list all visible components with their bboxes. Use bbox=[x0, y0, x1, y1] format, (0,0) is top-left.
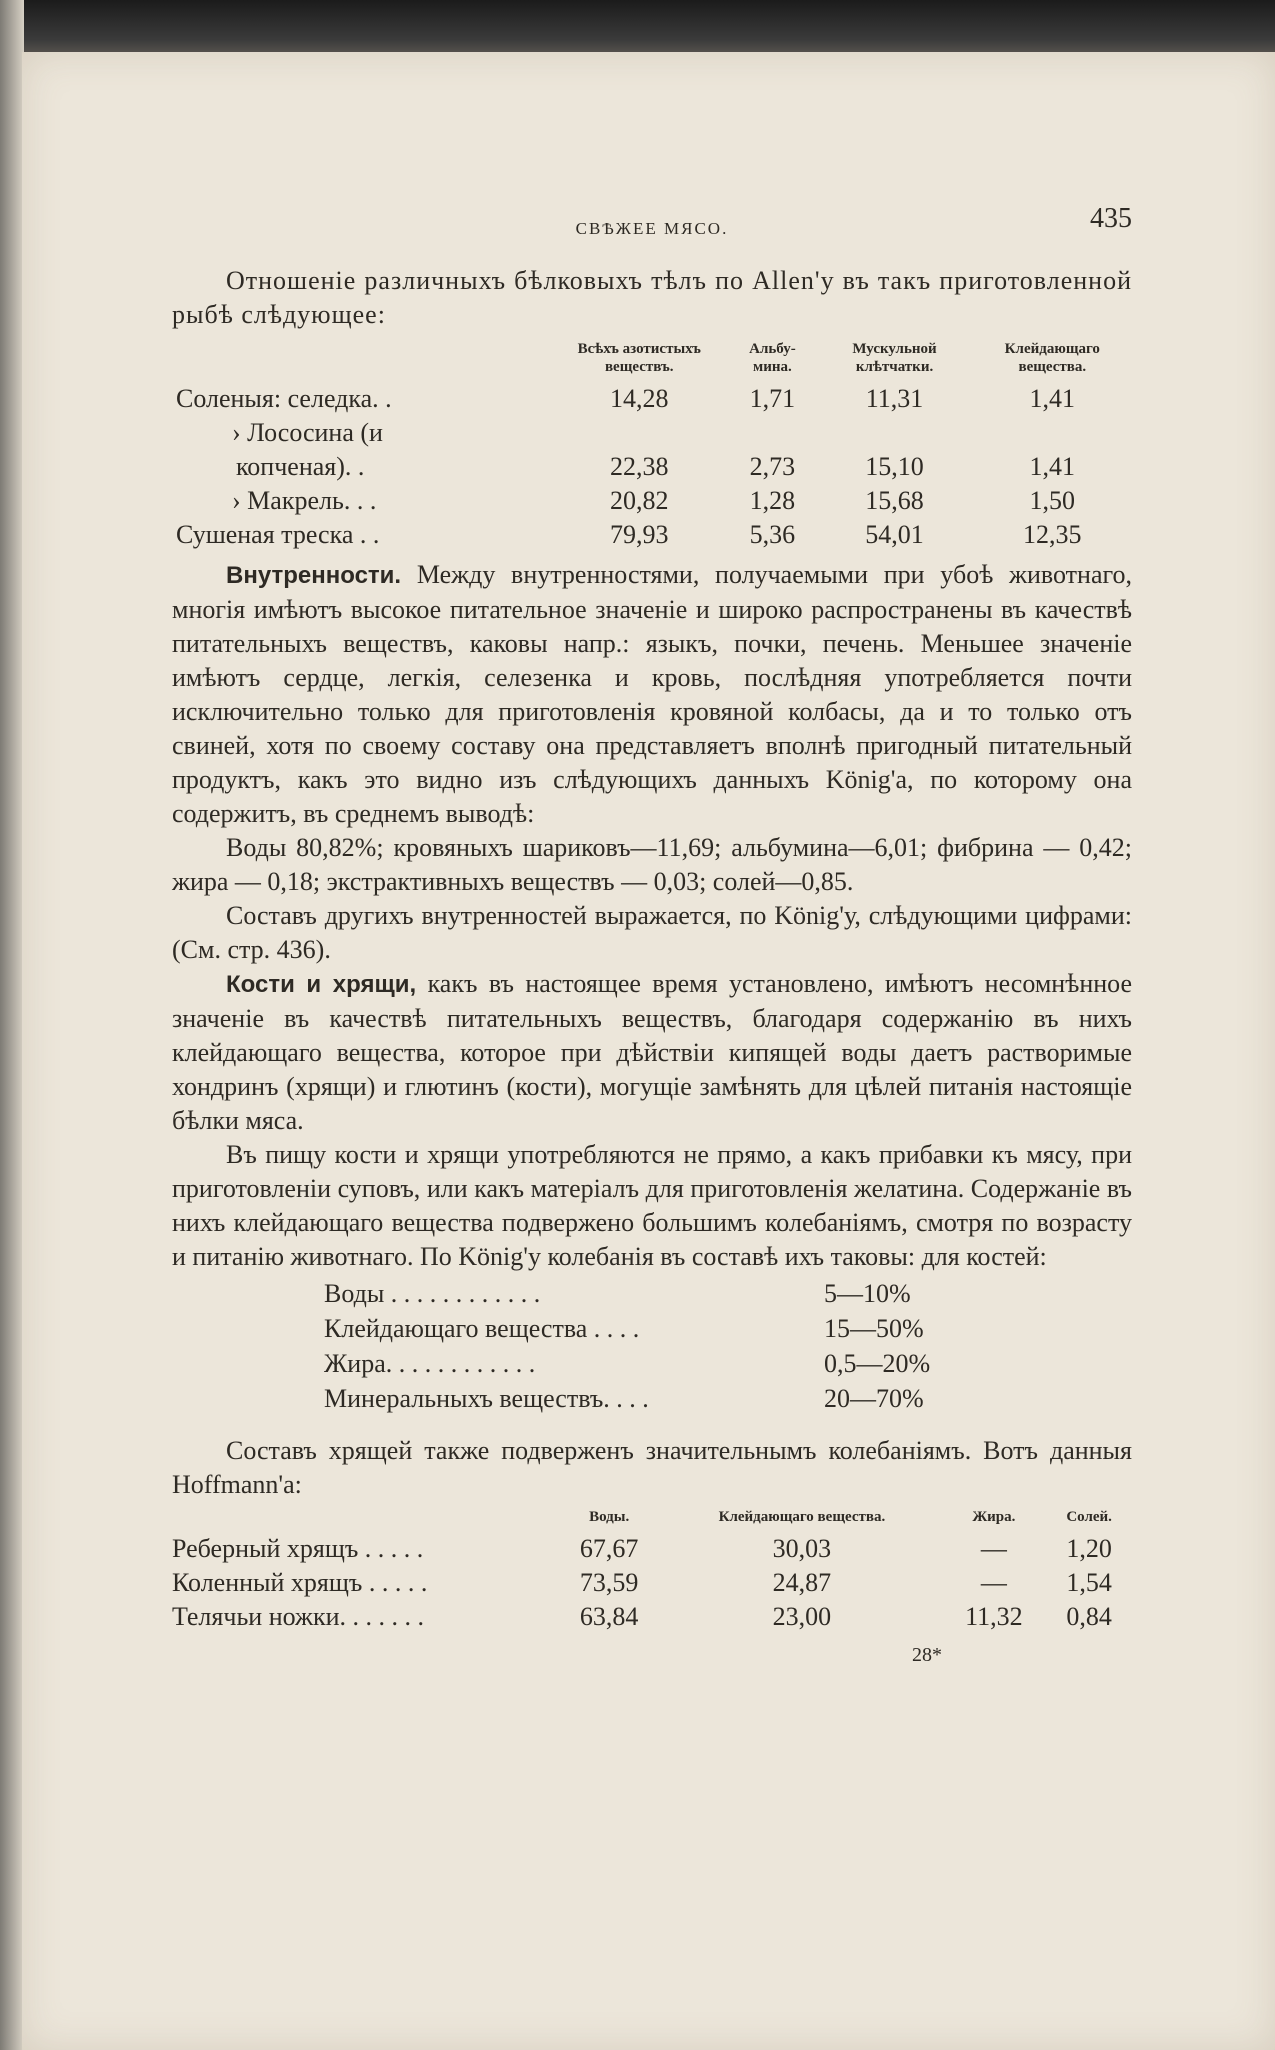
cell-value: 2,73 bbox=[749, 452, 796, 481]
list-item-value: 0,5—20% bbox=[824, 1349, 931, 1378]
row-label: Телячьи ножки. . . . . . . bbox=[172, 1602, 424, 1631]
cell-value: 1,71 bbox=[749, 384, 796, 413]
cell-value: 73,59 bbox=[579, 1568, 639, 1597]
cell-value: 22,38 bbox=[609, 452, 669, 481]
running-head: СВѢЖЕЕ МЯСО. bbox=[575, 219, 729, 238]
row-label: Реберный хрящъ . . . . . bbox=[172, 1534, 424, 1563]
list-item-name: Жира. . . . . . . . . . . . bbox=[324, 1349, 536, 1378]
cell-value: 1,28 bbox=[749, 486, 796, 515]
bones-usage-paragraph: Въ пищу кости и хрящи употребляются не прямо, а какъ прибавки къ мясу, при приготовленіи суповъ, или какъ матеріалъ для приготовленія желатина. Содержаніе въ нихъ клейдающаго вещества подвержено большимъ колебаніямъ, смотря по возрасту и питанію животнаго. По König'у колебанія въ составѣ ихъ таковы: для костей: bbox=[172, 1140, 1132, 1271]
book-page bbox=[22, 52, 1275, 2050]
cell-value: 23,00 bbox=[772, 1602, 832, 1631]
cartilage-table bbox=[172, 1506, 1132, 1634]
bones-text: какъ въ настоящее время установлено, имѣютъ несомнѣнное значеніе въ качествѣ питательныхъ веществъ, благодаря содержанію въ нихъ клейдающаго вещества, которое при дѣйствіи кипящей воды даетъ растворимые хондринъ (хрящи) и глютинъ (кости), могущіе замѣнять для цѣлей питанія настоящіе бѣлки мяса. bbox=[172, 969, 1133, 1135]
table-row bbox=[172, 1532, 1132, 1566]
cell-value: 79,93 bbox=[609, 520, 669, 549]
bone-composition-list bbox=[324, 1276, 1004, 1416]
row-label: › Макрель. . . bbox=[232, 486, 377, 515]
list-item-value: 15—50% bbox=[824, 1314, 924, 1343]
list-item bbox=[324, 1311, 1004, 1346]
list-item-name: Воды . . . . . . . . . . . . bbox=[324, 1279, 541, 1308]
table-row bbox=[172, 450, 1132, 484]
cell-value: 5,36 bbox=[749, 520, 796, 549]
cell-value bbox=[728, 416, 816, 450]
cell-value: 63,84 bbox=[579, 1602, 639, 1631]
cell-value bbox=[550, 416, 728, 450]
cell-value: — bbox=[980, 1568, 1007, 1597]
table-row bbox=[172, 416, 1132, 450]
cell-value: 20,82 bbox=[609, 486, 669, 515]
column-header: Всѣхъ азотистыхъ веществъ. bbox=[577, 341, 701, 375]
column-header: Клейдающаго вещества. bbox=[718, 1509, 886, 1525]
fish-protein-table bbox=[172, 338, 1132, 552]
other-innards-paragraph: Составъ другихъ внутренностей выражается, по König'у, слѣдующими цифрами: (См. стр. 436). bbox=[172, 901, 1132, 964]
cell-value: 14,28 bbox=[609, 384, 669, 413]
column-header: Воды. bbox=[589, 1509, 630, 1525]
page-header bbox=[172, 202, 1132, 246]
table-row bbox=[172, 382, 1132, 416]
cell-value: 1,50 bbox=[1029, 486, 1076, 515]
row-label: Коленный хрящъ . . . . . bbox=[172, 1568, 428, 1597]
list-item-value: 20—70% bbox=[824, 1384, 924, 1413]
table-row bbox=[172, 518, 1132, 552]
column-header: Альбу- мина. bbox=[749, 341, 796, 375]
cell-value: 15,68 bbox=[865, 486, 924, 515]
bones-paragraph bbox=[172, 967, 1132, 1138]
cell-value: 1,54 bbox=[1066, 1568, 1112, 1597]
bones-lead: Кости и хрящи, bbox=[226, 971, 417, 998]
cell-value: 24,87 bbox=[772, 1568, 832, 1597]
column-header: Солей. bbox=[1066, 1509, 1112, 1525]
cell-value: 30,03 bbox=[772, 1534, 832, 1563]
list-item bbox=[324, 1346, 1004, 1381]
table-row bbox=[172, 484, 1132, 518]
cell-value: 11,32 bbox=[965, 1602, 1023, 1631]
cell-value: 15,10 bbox=[865, 452, 924, 481]
list-item bbox=[324, 1381, 1004, 1416]
intro-paragraph: Отношеніе различныхъ бѣлковыхъ тѣлъ по Allen'у въ такъ приготовленной рыбѣ слѣдующее: bbox=[172, 266, 1132, 329]
cartilage-paragraph: Составъ хрящей также подверженъ значительнымъ колебаніямъ. Вотъ данныя Hoffmann'а: bbox=[172, 1436, 1132, 1499]
scan-left-edge bbox=[0, 0, 24, 2050]
cell-value: 67,67 bbox=[579, 1534, 639, 1563]
blood-composition-paragraph: Воды 80,82%; кровяныхъ шариковъ—11,69; альбумина—6,01; фибрина — 0,42; жира — 0,18; экстрактивныхъ веществъ — 0,03; солей—0,85. bbox=[172, 833, 1132, 896]
signature-mark: 28* bbox=[912, 1644, 942, 1666]
cell-value: 1,20 bbox=[1066, 1534, 1112, 1563]
cell-value bbox=[816, 416, 972, 450]
cell-value: 54,01 bbox=[865, 520, 924, 549]
innards-text: Между внутренностями, получаемыми при убоѣ животнаго, многія имѣютъ высокое питательное значеніе и широко распространены въ качествѣ питательныхъ веществъ, каковы напр.: языкъ, почки, печень. Меньшее значеніе имѣютъ сердце, легкія, селезенка и кровь, послѣдняя употребляется почти исключительно только для приготовленія кровяной колбасы, да и то только отъ свиней, хотя по своему составу она представляетъ вполнѣ пригодный питательный продуктъ, какъ это видно изъ слѣдующихъ данныхъ König'а, по которому она содержитъ, въ среднемъ выводѣ: bbox=[172, 560, 1133, 828]
cell-value: — bbox=[980, 1534, 1007, 1563]
list-item-value: 5—10% bbox=[824, 1279, 911, 1308]
innards-paragraph bbox=[172, 558, 1132, 831]
table-header-row bbox=[172, 1506, 1132, 1532]
page-content bbox=[172, 202, 1132, 1672]
row-label: Сушеная треска . . bbox=[176, 520, 380, 549]
table-row bbox=[172, 1566, 1132, 1600]
innards-lead: Внутренности. bbox=[226, 562, 402, 589]
cell-value: 0,84 bbox=[1066, 1602, 1112, 1631]
list-item bbox=[324, 1276, 1004, 1311]
cell-value: 1,41 bbox=[1029, 452, 1076, 481]
column-header: Жира. bbox=[972, 1509, 1016, 1525]
scan-top-edge bbox=[0, 0, 1275, 56]
cell-value bbox=[973, 416, 1132, 450]
cell-value: 11,31 bbox=[865, 384, 924, 413]
cell-value: 1,41 bbox=[1029, 384, 1076, 413]
list-item-name: Минеральныхъ веществъ. . . . bbox=[324, 1384, 649, 1413]
corner-cell bbox=[172, 1506, 556, 1532]
table-header-row bbox=[172, 338, 1132, 382]
row-label: › Лососина (и bbox=[232, 418, 383, 447]
column-header: Мускульной клѣтчатки. bbox=[852, 341, 937, 375]
list-item-name: Клейдающаго вещества . . . . bbox=[324, 1314, 640, 1343]
cell-value: 12,35 bbox=[1023, 520, 1082, 549]
page-number: 435 bbox=[1090, 203, 1132, 234]
corner-cell bbox=[172, 338, 550, 382]
row-label: Соленыя: селедка. . bbox=[176, 384, 392, 413]
column-header: Клейдающаго вещества. bbox=[1004, 341, 1100, 375]
table-row bbox=[172, 1600, 1132, 1634]
row-label: копченая). . bbox=[236, 452, 365, 481]
